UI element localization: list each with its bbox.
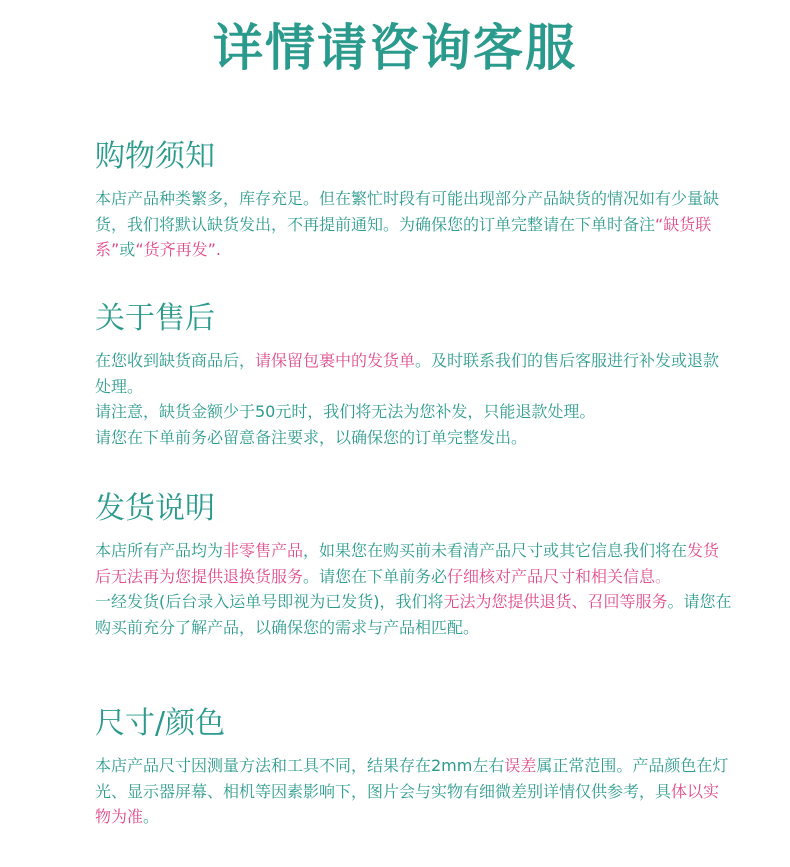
section-heading: 关于售后 <box>95 301 215 336</box>
body-text: ，如果您在购买前未看清产品尺寸或其它信息我们将在 <box>303 541 688 560</box>
section-shipping-info <box>95 490 735 640</box>
highlight-text: 体以实物为准 <box>95 781 720 826</box>
body-text: 请注意，缺货金额少于50元时，我们将无法为您补发，只能退款处理。 <box>95 402 596 421</box>
paragraph <box>95 538 735 589</box>
body-text: 本店产品种类繁多，库存充足。但在繁忙时段有可能出现部分产品缺货的情况如有少量缺货，我们将默认缺货发出，不再提前通知。为确保您的订单完整请在下单时备注 <box>95 189 720 234</box>
highlight-text: “货齐再发”. <box>135 240 221 259</box>
highlight-text: 仔细核对产品尺寸和相关信息 <box>447 566 656 586</box>
section-shopping-notice <box>95 138 735 263</box>
body-text: 。请您在下单前务必 <box>303 566 448 586</box>
body-text: 。 <box>143 807 160 826</box>
body-text: 在您收到缺货商品后， <box>95 351 256 370</box>
paragraph <box>95 589 735 640</box>
body-text: 一经发货(后台录入运单号即视为已发货)，我们将 <box>95 592 444 611</box>
body-text: 属正常范围。产品颜色在灯光、显示器屏幕、相机等因素影响下，图片会与实物有细微差别详情仅供参考，具 <box>95 756 729 801</box>
section-heading: 发货说明 <box>95 491 215 526</box>
body-text: 本店产品尺寸因测量方法和工具不同，结果存在2mm左右 <box>95 756 505 775</box>
highlight-text: 无法为您提供退货、召回等服务 <box>443 592 668 611</box>
body-text: 。请您在购买前充分了解产品，以确保您的需求与产品相匹配。 <box>95 592 732 637</box>
section-heading: 尺寸/颜色 <box>95 706 226 741</box>
paragraph <box>95 399 735 425</box>
highlight-text: “缺货联系” <box>95 214 712 259</box>
section-after-sales <box>95 300 735 450</box>
body-text: 。及时联系我们的售后客服进行补发或退款处理。 <box>95 351 720 396</box>
section-body <box>95 753 735 830</box>
section-body <box>95 348 735 450</box>
paragraph <box>95 186 735 263</box>
body-text: 本店所有产品均为 <box>95 541 224 560</box>
highlight-text: 发货后无法再为您提供退换货服务 <box>95 541 720 586</box>
page-title: 详情请咨询客服 <box>213 19 577 77</box>
paragraph <box>95 425 735 451</box>
body-text: 或 <box>119 240 136 259</box>
section-heading: 购物须知 <box>95 139 215 174</box>
highlight-text: 。 <box>655 566 672 586</box>
highlight-text: 请保留包裹中的发货单 <box>255 351 416 370</box>
section-body <box>95 186 735 263</box>
section-size-color <box>95 705 735 830</box>
paragraph <box>95 348 735 399</box>
paragraph <box>95 753 735 830</box>
highlight-text: 误差 <box>504 756 537 775</box>
highlight-text: 非零售产品 <box>223 541 304 560</box>
section-body <box>95 538 735 640</box>
body-text: 请您在下单前务必留意备注要求，以确保您的订单完整发出。 <box>95 427 528 447</box>
